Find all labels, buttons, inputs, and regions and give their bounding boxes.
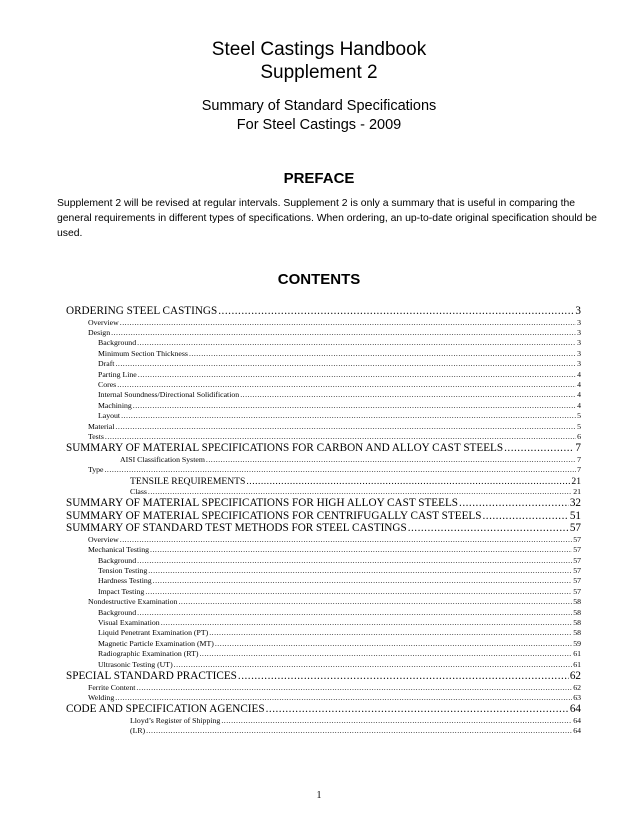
document-subtitle — [0, 97, 638, 135]
toc-entry-page: 57 — [573, 555, 581, 565]
toc-entry-page: 64 — [569, 703, 581, 716]
toc-entry-page: 63 — [573, 692, 581, 702]
toc-entry[interactable] — [0, 442, 638, 455]
toc-entry[interactable] — [0, 587, 638, 597]
toc-entry[interactable] — [0, 411, 638, 421]
toc-entry-page: 4 — [577, 400, 581, 410]
toc-entry-page: 64 — [573, 715, 581, 725]
toc-entry-page: 5 — [577, 421, 581, 431]
toc-entry-label: Cores — [98, 379, 117, 389]
toc-entry[interactable] — [0, 522, 638, 535]
toc-entry[interactable] — [0, 618, 638, 628]
toc-dot-leader — [104, 465, 576, 475]
toc-entry-label: Background — [98, 338, 137, 348]
toc-dot-leader — [115, 422, 576, 432]
toc-entry-label: Parting Line — [98, 369, 137, 379]
toc-dot-leader — [145, 587, 572, 597]
toc-dot-leader — [199, 649, 572, 659]
toc-entry-page: 4 — [577, 390, 581, 400]
toc-entry-label: Ferrite Content — [88, 682, 136, 692]
toc-entry[interactable] — [0, 432, 638, 442]
toc-entry[interactable] — [0, 497, 638, 510]
toc-entry-page: 3 — [575, 305, 581, 317]
toc-entry-label: AISI Classification System — [120, 454, 205, 464]
toc-entry[interactable] — [0, 380, 638, 390]
toc-entry[interactable] — [0, 556, 638, 566]
toc-dot-leader — [221, 716, 572, 726]
toc-dot-leader — [105, 432, 576, 442]
toc-entry-page: 3 — [577, 348, 581, 358]
toc-entry-page: 57 — [573, 534, 581, 544]
toc-entry-page: 3 — [577, 359, 581, 369]
toc-entry[interactable] — [0, 535, 638, 545]
toc-entry-page: 21 — [573, 486, 581, 496]
toc-dot-leader — [111, 328, 576, 338]
title-line-1: Steel Castings Handbook — [211, 39, 427, 60]
toc-entry-page: 57 — [573, 566, 581, 575]
toc-dot-leader — [189, 349, 576, 359]
toc-entry-label: Overview — [88, 317, 119, 327]
toc-dot-leader — [246, 476, 570, 487]
toc-entry-page: 57 — [573, 586, 581, 596]
toc-entry-label: Lloyd’s Register of Shipping — [130, 715, 221, 725]
toc-dot-leader — [153, 576, 573, 586]
toc-entry-label: TENSILE REQUIREMENTS — [130, 475, 246, 487]
toc-entry-label: Impact Testing — [98, 586, 145, 596]
preface-text: Supplement 2 will be revised at regular intervals. Supplement 2 is only a summary that is useful in comparing the general requirements in different types of specifications. When ordering, an up-to-date original specification should be used. — [57, 198, 597, 239]
toc-entry-page: 58 — [573, 597, 581, 607]
toc-entry[interactable] — [0, 487, 638, 497]
subtitle-line-2: For Steel Castings - 2009 — [236, 117, 402, 133]
toc-dot-leader — [146, 726, 572, 736]
toc-entry-label: Visual Examination — [98, 617, 160, 627]
toc-entry-label: Background — [98, 607, 137, 617]
toc-entry-page: 7 — [577, 465, 581, 475]
toc-entry-page: 21 — [571, 475, 581, 487]
toc-entry-label: Material — [88, 421, 115, 431]
toc-entry-page: 62 — [573, 682, 581, 692]
toc-entry-label: Internal Soundness/Directional Solidification — [98, 390, 240, 400]
toc-entry[interactable] — [0, 726, 638, 736]
toc-entry-label: Radiographic Examination (RT) — [98, 649, 199, 659]
toc-entry[interactable] — [0, 422, 638, 432]
toc-entry[interactable] — [0, 349, 638, 359]
toc-entry-label: Type — [88, 465, 104, 475]
toc-entry[interactable] — [0, 649, 638, 659]
toc-entry-page: 64 — [573, 726, 581, 736]
toc-entry-label: CODE AND SPECIFICATION AGENCIES — [66, 703, 265, 716]
toc-entry[interactable] — [0, 338, 638, 348]
toc-entry-label: Nondestructive Examination — [88, 597, 178, 607]
toc-dot-leader — [137, 608, 572, 618]
contents-heading: CONTENTS — [277, 271, 361, 288]
toc-entry[interactable] — [0, 608, 638, 618]
toc-entry-label: Mechanical Testing — [88, 545, 150, 555]
toc-entry-label: SUMMARY OF STANDARD TEST METHODS FOR STEEL CASTINGS — [66, 522, 407, 535]
toc-entry[interactable] — [0, 390, 638, 400]
toc-entry[interactable] — [0, 683, 638, 693]
toc-entry-label: Overview — [88, 534, 119, 544]
toc-entry-label: Machining — [98, 400, 132, 410]
toc-entry-label: SPECIAL STANDARD PRACTICES — [66, 669, 237, 682]
toc-dot-leader — [137, 556, 572, 566]
toc-entry-label: Class — [130, 486, 147, 496]
toc-entry[interactable] — [0, 545, 638, 555]
toc-dot-leader — [504, 442, 574, 455]
toc-entry-page: 3 — [577, 338, 581, 348]
toc-entry[interactable] — [0, 401, 638, 411]
toc-entry[interactable] — [0, 693, 638, 703]
toc-entry-label: Background — [98, 555, 137, 565]
toc-entry-label: SUMMARY OF MATERIAL SPECIFICATIONS FOR HIGH ALLOY CAST STEELS — [66, 497, 459, 510]
toc-dot-leader — [178, 597, 572, 607]
toc-entry[interactable] — [0, 455, 638, 465]
toc-dot-leader — [117, 380, 576, 390]
toc-entry-page: 7 — [577, 454, 581, 464]
toc-entry-label: Welding — [88, 692, 115, 702]
toc-dot-leader — [240, 390, 576, 400]
toc-entry[interactable] — [0, 305, 638, 318]
toc-entry-page: 7 — [575, 442, 581, 455]
toc-dot-leader — [209, 628, 572, 638]
toc-entry-page: 58 — [573, 607, 581, 617]
toc-entry[interactable] — [0, 328, 638, 338]
toc-entry[interactable] — [0, 597, 638, 607]
toc-entry-label: Layout — [98, 411, 121, 421]
toc-entry-page: 61 — [573, 649, 581, 659]
toc-entry[interactable] — [0, 359, 638, 369]
subtitle-line-1: Summary of Standard Specifications — [201, 98, 437, 114]
toc-entry-page: 58 — [573, 628, 581, 638]
toc-entry-label: Tests — [88, 431, 104, 441]
toc-entry-label: (LR) — [130, 726, 146, 736]
toc-entry[interactable] — [0, 318, 638, 328]
toc-entry[interactable] — [0, 660, 638, 670]
toc-entry-label: SUMMARY OF MATERIAL SPECIFICATIONS FOR CENTRIFUGALLY CAST STEELS — [66, 509, 482, 522]
toc-entry-page: 4 — [577, 379, 581, 389]
toc-entry-page: 59 — [573, 638, 581, 648]
toc-dot-leader — [218, 305, 574, 318]
toc-dot-leader — [206, 455, 576, 465]
toc-entry-label: Design — [88, 327, 111, 337]
toc-dot-leader — [133, 401, 576, 411]
toc-entry-label: SUMMARY OF MATERIAL SPECIFICATIONS FOR CARBON AND ALLOY CAST STEELS — [66, 442, 504, 455]
toc-entry-page: 5 — [577, 411, 581, 421]
toc-entry[interactable] — [0, 370, 638, 380]
toc-entry-label: Tension Testing — [98, 566, 148, 575]
toc-dot-leader — [161, 618, 573, 628]
toc-entry-page: 62 — [569, 669, 581, 682]
toc-dot-leader — [148, 566, 572, 576]
toc-dot-leader — [459, 497, 569, 510]
toc-entry-page: 61 — [573, 659, 581, 669]
toc-entry[interactable] — [0, 628, 638, 638]
toc-dot-leader — [121, 411, 576, 421]
toc-dot-leader — [136, 683, 572, 693]
table-of-contents — [0, 305, 638, 737]
toc-entry[interactable] — [0, 476, 638, 487]
toc-entry[interactable] — [0, 576, 638, 586]
title-line-2: Supplement 2 — [260, 62, 378, 83]
toc-dot-leader — [174, 660, 573, 670]
toc-entry-page: 57 — [573, 576, 581, 586]
toc-entry-label: ORDERING STEEL CASTINGS — [66, 305, 218, 317]
toc-entry-page: 57 — [569, 522, 581, 535]
toc-dot-leader — [238, 670, 569, 683]
page-number: 1 — [316, 790, 322, 801]
toc-dot-leader — [482, 510, 568, 523]
toc-entry-label: Minimum Section Thickness — [98, 348, 188, 358]
toc-dot-leader — [266, 703, 569, 716]
toc-entry-label: Liquid Penetrant Examination (PT) — [98, 628, 209, 638]
toc-entry[interactable] — [0, 465, 638, 475]
toc-entry[interactable] — [0, 670, 638, 683]
toc-entry[interactable] — [0, 639, 638, 649]
toc-dot-leader — [150, 545, 572, 555]
toc-entry-page: 3 — [577, 317, 581, 327]
preface-heading: PREFACE — [283, 170, 355, 187]
toc-entry-label: Ultrasonic Testing (UT) — [98, 659, 173, 669]
toc-dot-leader — [138, 370, 576, 380]
toc-entry-page: 51 — [569, 509, 581, 522]
toc-dot-leader — [120, 318, 576, 328]
toc-entry-label: Draft — [98, 359, 115, 369]
toc-dot-leader — [115, 693, 572, 703]
toc-entry[interactable] — [0, 716, 638, 726]
toc-entry-page: 58 — [573, 617, 581, 627]
toc-entry-label: Magnetic Particle Examination (MT) — [98, 638, 214, 648]
toc-entry-page: 6 — [577, 431, 581, 441]
toc-dot-leader — [137, 338, 576, 348]
toc-dot-leader — [148, 487, 572, 497]
toc-entry-page: 4 — [577, 369, 581, 379]
toc-dot-leader — [120, 535, 572, 545]
toc-entry-label: Hardness Testing — [98, 576, 152, 586]
toc-dot-leader — [408, 522, 569, 535]
document-title — [0, 38, 638, 84]
toc-entry-page: 32 — [569, 497, 581, 510]
toc-dot-leader — [115, 359, 576, 369]
toc-entry[interactable] — [0, 703, 638, 716]
toc-dot-leader — [215, 639, 572, 649]
toc-entry-page: 57 — [573, 545, 581, 555]
toc-entry[interactable] — [0, 566, 638, 576]
toc-entry[interactable] — [0, 510, 638, 523]
toc-entry-page: 3 — [577, 327, 581, 337]
